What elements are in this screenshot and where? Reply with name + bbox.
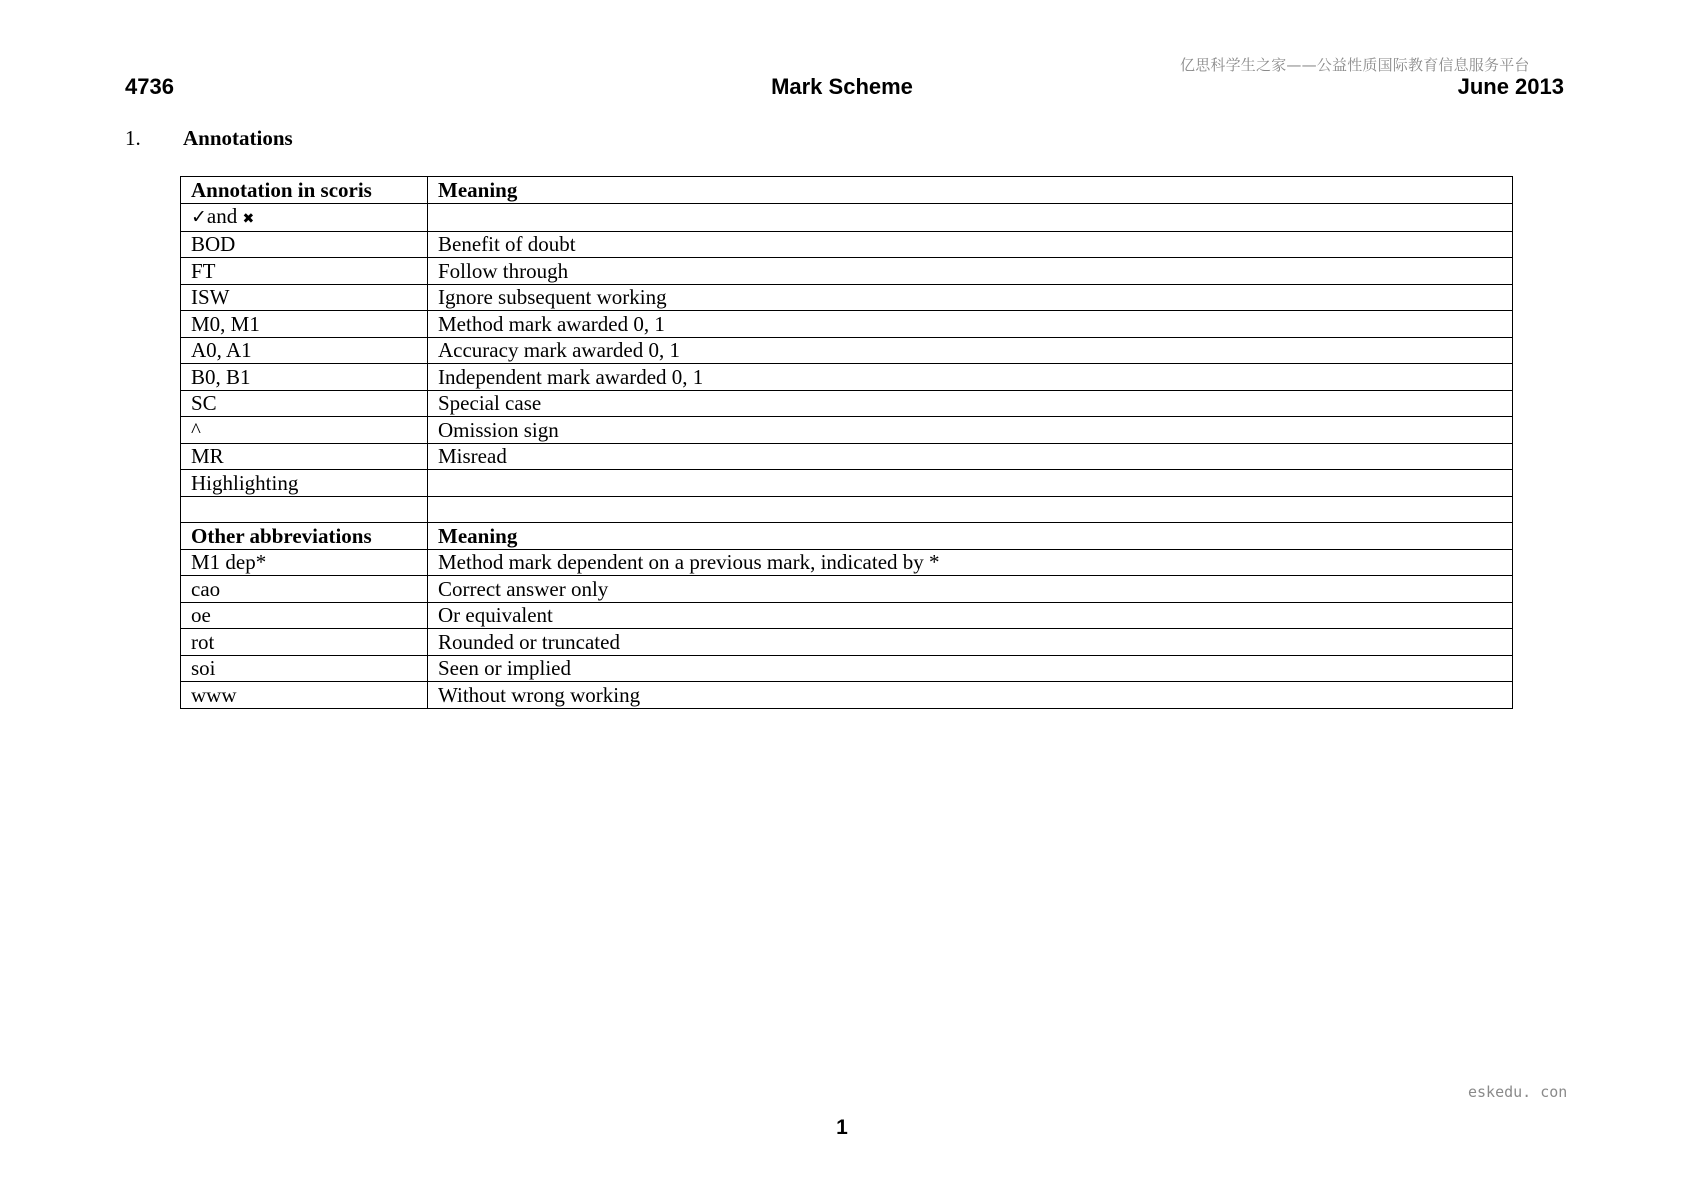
table-row — [181, 576, 1513, 603]
meaning-cell: Method mark dependent on a previous mark, indicated by * — [428, 549, 1513, 576]
header-title: Mark Scheme — [771, 74, 913, 99]
meaning-cell: Omission sign — [428, 417, 1513, 444]
table-row — [181, 311, 1513, 338]
meaning-cell: Benefit of doubt — [428, 231, 1513, 258]
section-number: 1. — [125, 126, 141, 150]
table-row — [181, 417, 1513, 444]
meaning-cell: Rounded or truncated — [428, 629, 1513, 656]
table-row — [181, 629, 1513, 656]
watermark-top: 亿思科学生之家——公益性质国际教育信息服务平台 — [1180, 56, 1530, 74]
table-row — [181, 364, 1513, 391]
table-row — [181, 284, 1513, 311]
and-label: and — [206, 203, 238, 228]
meaning-cell: Or equivalent — [428, 602, 1513, 629]
table-row — [181, 337, 1513, 364]
table-row — [181, 390, 1513, 417]
abbreviation-cell: cao — [181, 576, 428, 603]
abbreviations-header-col1: Other abbreviations — [181, 523, 428, 550]
meaning-cell: Special case — [428, 390, 1513, 417]
annotation-cell: M0, M1 — [181, 311, 428, 338]
annotation-cell: B0, B1 — [181, 364, 428, 391]
header-date: June 2013 — [1457, 74, 1564, 99]
page-number: 1 — [836, 1116, 848, 1139]
annotation-cell: SC — [181, 390, 428, 417]
annotation-cell: MR — [181, 443, 428, 470]
section-title: Annotations — [183, 126, 293, 150]
meaning-cell: Correct answer only — [428, 576, 1513, 603]
abbreviation-cell: rot — [181, 629, 428, 656]
abbreviation-cell: M1 dep* — [181, 549, 428, 576]
meaning-cell: Ignore subsequent working — [428, 284, 1513, 311]
tick-and-cross-cell — [181, 203, 428, 231]
annotation-cell: BOD — [181, 231, 428, 258]
annotation-cell: FT — [181, 258, 428, 285]
meaning-cell: Misread — [428, 443, 1513, 470]
header-paper-code: 4736 — [125, 74, 174, 99]
annotations-header-col2: Meaning — [428, 177, 1513, 204]
table-row — [181, 203, 1513, 231]
annotations-header-row — [181, 177, 1513, 204]
abbreviation-cell: oe — [181, 602, 428, 629]
abbreviation-cell: www — [181, 682, 428, 709]
cross-icon: ✖ — [242, 210, 255, 227]
blank-cell — [181, 496, 428, 523]
table-row — [181, 682, 1513, 709]
table-row-blank — [181, 496, 1513, 523]
check-icon: ✓ — [191, 205, 207, 228]
watermark-bottom: eskedu. con — [1468, 1083, 1568, 1101]
annotation-cell: ISW — [181, 284, 428, 311]
meaning-cell: Method mark awarded 0, 1 — [428, 311, 1513, 338]
annotation-cell: Highlighting — [181, 470, 428, 497]
meaning-cell: Follow through — [428, 258, 1513, 285]
annotations-header-col1: Annotation in scoris — [181, 177, 428, 204]
table-row — [181, 470, 1513, 497]
meaning-cell: Independent mark awarded 0, 1 — [428, 364, 1513, 391]
meaning-cell: Without wrong working — [428, 682, 1513, 709]
table-row — [181, 655, 1513, 682]
meaning-cell: Seen or implied — [428, 655, 1513, 682]
table-row — [181, 602, 1513, 629]
abbreviations-header-row — [181, 523, 1513, 550]
abbreviation-cell: soi — [181, 655, 428, 682]
annotation-cell: A0, A1 — [181, 337, 428, 364]
meaning-cell: Accuracy mark awarded 0, 1 — [428, 337, 1513, 364]
table-row — [181, 443, 1513, 470]
annotations-table — [180, 176, 1513, 709]
section-heading — [125, 126, 293, 151]
table-row — [181, 258, 1513, 285]
abbreviations-header-col2: Meaning — [428, 523, 1513, 550]
table-row — [181, 549, 1513, 576]
annotation-cell: ^ — [181, 417, 428, 444]
meaning-cell — [428, 470, 1513, 497]
table-row — [181, 231, 1513, 258]
meaning-cell — [428, 203, 1513, 231]
blank-cell — [428, 496, 1513, 523]
